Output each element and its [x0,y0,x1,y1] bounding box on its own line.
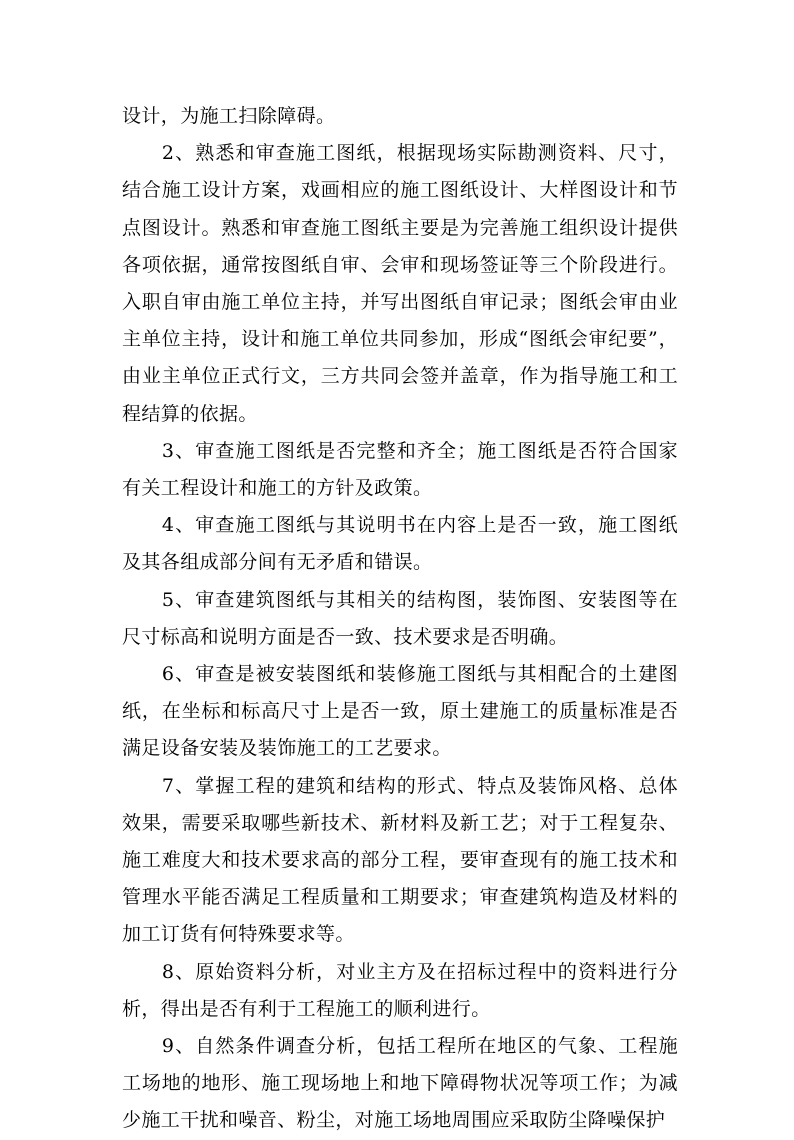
paragraph-item-7: 7、掌握工程的建筑和结构的形式、特点及装饰风格、总体效果，需要采取哪些新技术、新材料及新工艺；对于工程复杂、施工难度大和技术要求高的部分工程，要审查现有的施工技术和管理水平能否满足工程质量和工期要求；审查建筑构造及材料的加工订货有何特殊要求等。 [122,774,678,946]
paragraph-item-9: 9、自然条件调查分析，包括工程所在地区的气象、工程施工场地的地形、施工现场地上和地下障碍物状况等项工作；为减少施工干扰和噪音、粉尘，对施工场地周围应采取防尘降噪保护 [122,1035,678,1132]
body-text [122,98,678,1140]
paragraph-item-6: 6、审查是被安装图纸和装修施工图纸与其相配合的土建图纸，在坐标和标高尺寸上是否一致，原土建施工的质量标准是否满足设备安装及装饰施工的工艺要求。 [122,663,678,760]
paragraph-item-2: 2、熟悉和审查施工图纸，根据现场实际勘测资料、尺寸，结合施工设计方案，戏画相应的施工图纸设计、大样图设计和节点图设计。熟悉和审查施工图纸主要是为完善施工组织设计提供各项依据，通常按图纸自审、会审和现场签证等三个阶段进行。入职自审由施工单位主持，并写出图纸自审记录；图纸会审由业主单位主持，设计和施工单位共同参加，形成“图纸会审纪要”，由业主单位正式行文，三方共同会签并盖章，作为指导施工和工程结算的依据。 [122,142,678,425]
paragraph-item-4: 4、审查施工图纸与其说明书在内容上是否一致，施工图纸及其各组成部分间有无矛盾和错误。 [122,514,678,574]
paragraph-item-3: 3、审查施工图纸是否完整和齐全；施工图纸是否符合国家有关工程设计和施工的方针及政策。 [122,439,678,500]
paragraph-continuation: 设计，为施工扫除障碍。 [122,105,336,127]
paragraph-item-5: 5、审查建筑图纸与其相关的结构图，装饰图、安装图等在尺寸标高和说明方面是否一致、技术要求是否明确。 [122,588,678,648]
paragraph-item-8: 8、原始资料分析，对业主方及在招标过程中的资料进行分析，得出是否有利于工程施工的顺利进行。 [122,960,678,1020]
